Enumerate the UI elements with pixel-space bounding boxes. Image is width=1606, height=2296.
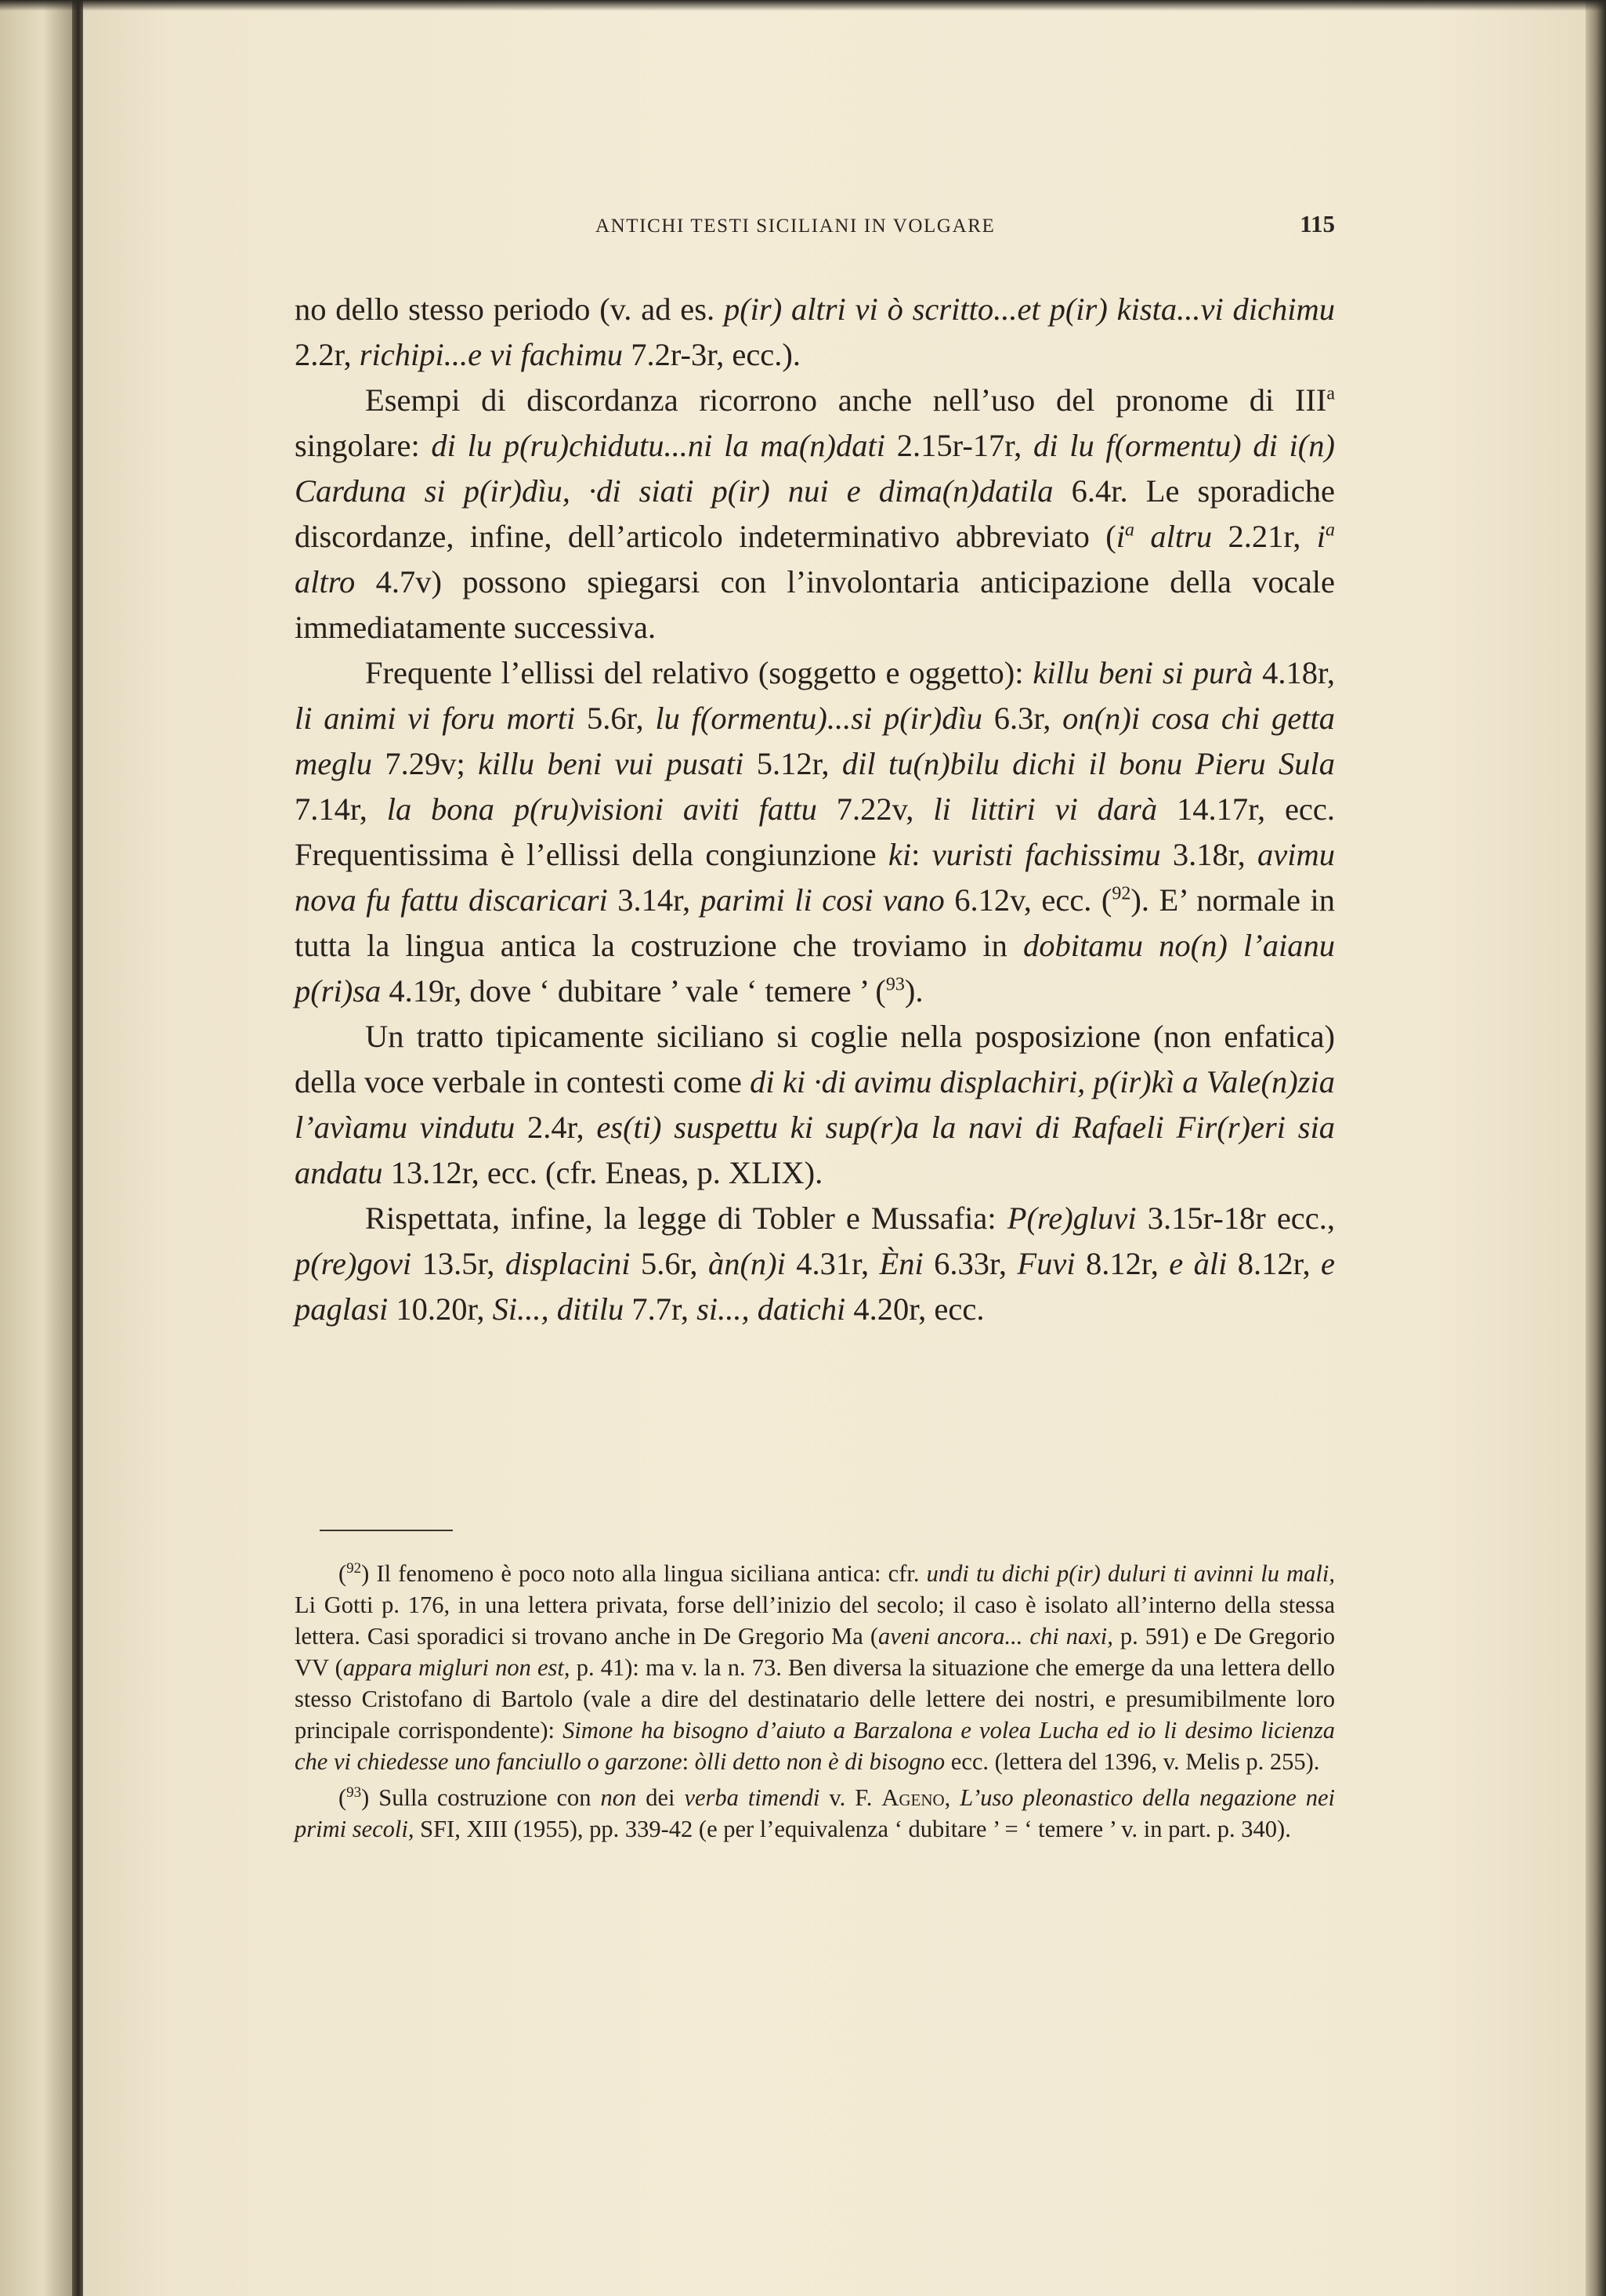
text-run: 3.14r,	[607, 882, 700, 918]
page-number: 115	[1300, 210, 1335, 237]
text-run: 6.4r. Le sporadiche discordanze, infine, dell’articolo indeterminativo abbreviato (	[295, 473, 1335, 554]
italic-citation: avimu nova fu fattu discaricari	[295, 837, 1335, 918]
text-run: 8.12r,	[1075, 1246, 1170, 1281]
text-run: 6.3r,	[982, 701, 1063, 736]
text-run: ) Il fenomeno è poco noto alla lingua siciliana antica: cfr.	[361, 1560, 927, 1587]
footnotes	[295, 1558, 1335, 1849]
footnote-separator	[320, 1530, 453, 1531]
text-run: 13.5r,	[411, 1246, 505, 1281]
text-run: 14.17r, ecc. Frequentissima è l’ellissi della congiunzione	[295, 791, 1335, 872]
text-run: 8.12r,	[1227, 1246, 1321, 1281]
running-title: ANTICHI TESTI SICILIANI IN VOLGARE	[595, 215, 996, 237]
facing-page-edge	[0, 0, 78, 2296]
text-run: ). E’ normale in tutta la lingua antica la costruzione che troviamo in	[295, 882, 1335, 963]
text-run: dei	[636, 1784, 685, 1811]
text-run: 5.6r,	[630, 1246, 708, 1281]
italic-citation: parimi li cosi vano	[700, 882, 945, 918]
text-run: 7.7r,	[624, 1291, 697, 1327]
italic-citation: Èni	[879, 1246, 924, 1281]
italic-citation: altro	[295, 564, 356, 599]
paragraph	[295, 1196, 1335, 1332]
italic-citation: i	[1316, 519, 1326, 554]
italic-citation: li animi vi foru morti	[295, 701, 576, 736]
running-header	[295, 210, 1335, 238]
italic-citation: es(ti) suspettu ki sup(r)a la navi di Rafaeli Fir(r)eri sia andatu	[295, 1110, 1335, 1190]
italic-citation: Simone ha bisogno d’aiuto a Barzalona e volea Lucha ed io li desimo licienza che vi chiedesse uno fanciullo o garzone	[295, 1717, 1335, 1775]
paragraph	[295, 378, 1335, 650]
text-run: 2.21r,	[1212, 519, 1317, 554]
text-run: Esempi di discordanza ricorrono anche nell’uso del pronome di III	[365, 382, 1327, 418]
text-run: SFI, XIII (1955), pp. 339-42 (e per l’equivalenza ‘ dubitare ’ = ‘ temere ’ v. in part. p. 340).	[414, 1816, 1291, 1842]
text-run: p. 591) e De Gregorio VV (	[295, 1623, 1336, 1681]
text-run: Rispettata, infine, la legge di Tobler e Mussafia:	[365, 1201, 1007, 1236]
text-run: (	[338, 1560, 347, 1587]
italic-citation: Fuvi	[1017, 1246, 1076, 1281]
text-run: Frequente l’ellissi del relativo (soggetto e oggetto):	[365, 655, 1033, 690]
text-run: 10.20r,	[388, 1291, 493, 1327]
text-run: ).	[904, 973, 924, 1009]
text-run: 3.15r-18r ecc.,	[1136, 1201, 1336, 1236]
italic-citation: Si..., ditilu	[492, 1291, 624, 1327]
superscript: 93	[346, 1784, 362, 1801]
paragraph	[295, 650, 1335, 1014]
italic-citation: dil tu(n)bilu dichi il bonu Pieru Sula	[841, 746, 1335, 781]
italic-citation: òlli detto non è di bisogno	[694, 1748, 946, 1775]
superscript: a	[1124, 520, 1134, 541]
text-run: 4.31r,	[785, 1246, 880, 1281]
text-run: 3.18r,	[1160, 837, 1257, 872]
text-run: 7.2r-3r, ecc.).	[623, 337, 801, 372]
italic-citation: p(re)govi	[295, 1246, 412, 1281]
italic-citation: non	[600, 1784, 637, 1811]
text-run: 5.12r,	[743, 746, 842, 781]
superscript: 92	[346, 1559, 362, 1577]
italic-citation: dobitamu no(n) l’aianu p(ri)sa	[295, 928, 1335, 1009]
italic-citation: killu beni si purà	[1033, 655, 1253, 690]
text-run: 6.33r,	[923, 1246, 1018, 1281]
italic-citation: richipi...e vi fachimu	[359, 337, 624, 372]
text-run: ,	[944, 1784, 960, 1811]
italic-citation: L’uso pleonastico della negazione nei primi secoli,	[295, 1784, 1336, 1842]
italic-citation: àn(n)i	[707, 1246, 786, 1281]
text-run: 4.18r,	[1253, 655, 1335, 690]
italic-citation: altru	[1134, 519, 1213, 554]
footnote	[295, 1558, 1335, 1777]
text-run: 2.15r-17r,	[885, 428, 1033, 463]
paragraph	[295, 287, 1335, 378]
text-run: p. 41): ma v. la n. 73. Ben diversa la situazione che emerge da una lettera dello stesso Cristofano di Bartolo (vale a dire del destinatario delle lettere dei nostri, e presumibilmente loro principale corrispondente):	[295, 1654, 1335, 1744]
italic-citation: appara migluri non est,	[342, 1654, 570, 1681]
author-name: Ageno	[881, 1784, 945, 1811]
paragraph	[295, 1014, 1335, 1196]
italic-citation: e àli	[1169, 1246, 1228, 1281]
italic-citation: aveni ancora... chi naxi,	[878, 1623, 1113, 1650]
italic-citation: di lu p(ru)chidutu...ni la ma(n)dati	[431, 428, 886, 463]
text-run: (	[338, 1784, 347, 1811]
footnote	[295, 1782, 1335, 1845]
text-run: 2.2r,	[295, 337, 360, 372]
italic-citation: li littiri vi darà	[933, 791, 1158, 827]
text-run: Un tratto tipicamente siciliano si coglie nella posposizione (non enfatica) della voce verbale in contesti come	[295, 1019, 1335, 1099]
text-run: 7.14r,	[295, 791, 387, 827]
text-run: :	[911, 837, 932, 872]
text-run: 13.12r, ecc. (cfr. Eneas, p. XLIX).	[382, 1155, 823, 1190]
italic-citation: e paglasi	[295, 1246, 1335, 1327]
top-shadow	[0, 0, 1606, 11]
italic-citation: di ki ·di avimu displachiri, p(ir)kì a Vale(n)zia l’avìamu vindutu	[295, 1064, 1336, 1145]
text-run: ) Sulla costruzione con	[361, 1784, 601, 1811]
superscript: 92	[1112, 883, 1131, 904]
italic-citation: la bona p(ru)visioni aviti fattu	[386, 791, 817, 827]
text-run: 2.4r,	[515, 1110, 597, 1145]
italic-citation: killu beni vui pusati	[478, 746, 744, 781]
superscript: a	[1326, 383, 1335, 404]
text-run: 5.6r,	[575, 701, 656, 736]
text-run: 4.7v) possono spiegarsi con l’involontaria anticipazione della vocale immediatamente successiva.	[295, 564, 1335, 645]
text-run: :	[682, 1748, 695, 1775]
italic-citation: di lu f(ormentu) di i(n) Carduna si p(ir)dìu, ·di siati p(ir) nui e dima(n)datila	[295, 428, 1336, 509]
text-run: Li Gotti p. 176, in una lettera privata, forse dell’inizio del secolo; il caso è isolato all’interno della stessa lettera. Casi sporadici si trovano anche in De Gregorio Ma (	[295, 1592, 1335, 1650]
text-run: 4.19r, dove ‘ dubitare ’ vale ‘ temere ’ (	[381, 973, 886, 1009]
italic-citation: verba timendi	[684, 1784, 820, 1811]
text-run: 4.20r, ecc.	[845, 1291, 985, 1327]
text-run: 7.22v,	[816, 791, 934, 827]
page-fore-edge	[1586, 0, 1606, 2296]
italic-citation: si..., datichi	[696, 1291, 846, 1327]
text-run: 6.12v, ecc. (	[944, 882, 1112, 918]
superscript: a	[1326, 520, 1335, 541]
text-run: no dello stesso periodo (v. ad es.	[295, 292, 724, 327]
text-run: 7.29v;	[371, 746, 479, 781]
superscript: 93	[885, 974, 905, 995]
italic-citation: displacini	[505, 1246, 631, 1281]
main-text	[295, 287, 1335, 1332]
text-run: singolare:	[295, 428, 432, 463]
italic-citation: on(n)i cosa chi getta meglu	[295, 701, 1336, 781]
italic-citation: undi tu dichi p(ir) duluri ti avinni lu mali,	[926, 1560, 1335, 1587]
italic-citation: ki	[888, 837, 912, 872]
italic-citation: p(ir) altri vi ò scritto...et p(ir) kista...vi dichimu	[723, 292, 1335, 327]
italic-citation: i	[1116, 519, 1125, 554]
italic-citation: P(re)gluvi	[1007, 1201, 1137, 1236]
italic-citation: lu f(ormentu)...si p(ir)dìu	[655, 701, 982, 736]
italic-citation: vuristi fachissimu	[931, 837, 1161, 872]
text-run: ecc. (lettera del 1396, v. Melis p. 255).	[945, 1748, 1320, 1775]
text-run: v. F.	[819, 1784, 882, 1811]
